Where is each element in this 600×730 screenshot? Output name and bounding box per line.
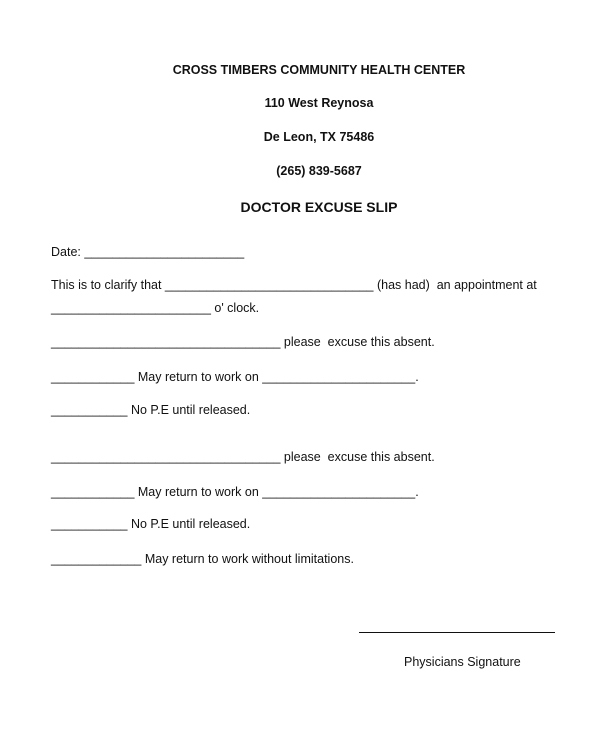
return-line-1: ____________ May return to work on ______________________.: [51, 370, 419, 384]
pe-line-1: ___________ No P.E until released.: [51, 403, 251, 417]
address-line-2: De Leon, TX 75486: [263, 130, 375, 144]
signature-label: Physicians Signature: [404, 655, 521, 669]
document-title: DOCTOR EXCUSE SLIP: [240, 199, 398, 215]
clock-line: _______________________ o' clock.: [51, 301, 260, 315]
date-line: Date: _______________________: [51, 245, 245, 259]
signature-line: [359, 632, 555, 633]
return-line-2: ____________ May return to work on ______________________.: [51, 485, 419, 499]
clarify-line: This is to clarify that ______________________________ (has had) an appointment at: [51, 278, 537, 292]
absent-line-2: _________________________________ please excuse this absent.: [51, 450, 435, 464]
org-name: CROSS TIMBERS COMMUNITY HEALTH CENTER: [172, 63, 466, 77]
address-line-1: 110 West Reynosa: [264, 96, 374, 110]
pe-line-2: ___________ No P.E until released.: [51, 517, 251, 531]
absent-line-1: _________________________________ please excuse this absent.: [51, 335, 435, 349]
no-limitations-line: _____________ May return to work without limitations.: [51, 552, 354, 566]
phone-number: (265) 839-5687: [276, 164, 362, 178]
